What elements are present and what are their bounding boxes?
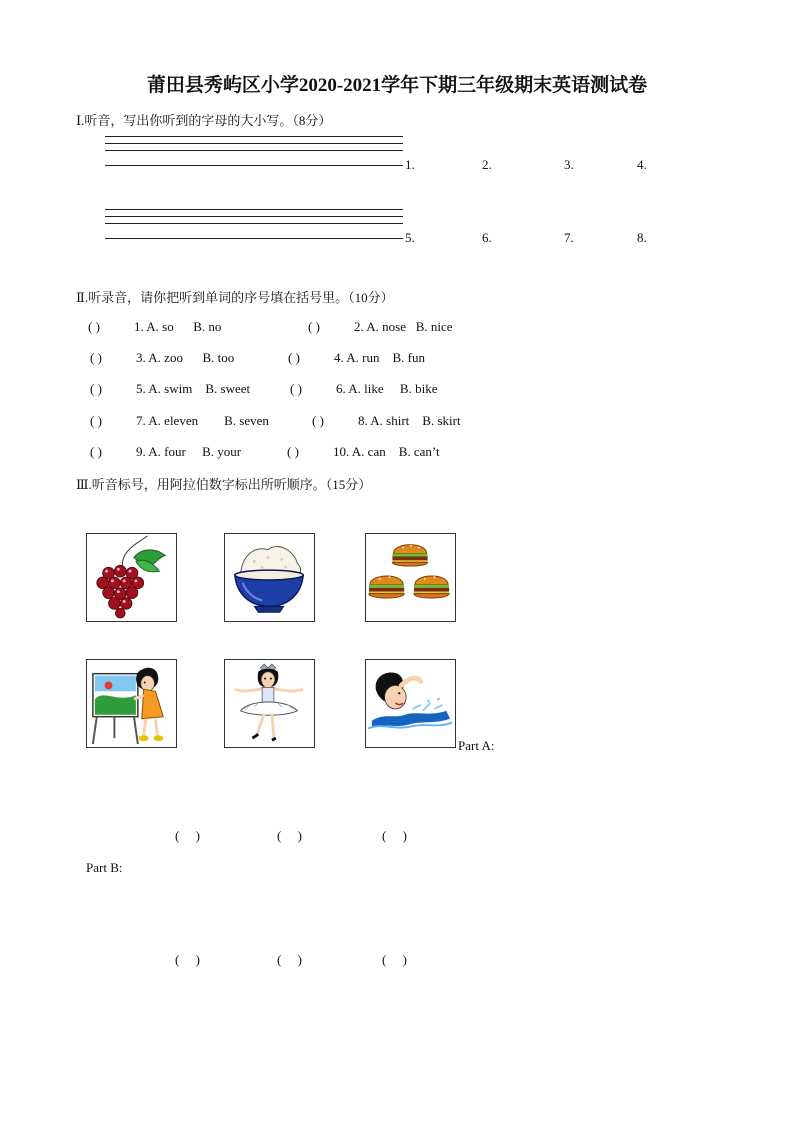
page-title: 莆田县秀屿区小学2020-2021学年下期三年级期末英语测试卷 xyxy=(146,75,648,96)
question-5: 5. A. swim B. sweet xyxy=(136,381,251,396)
row2-number-8: 8. xyxy=(637,230,647,245)
question-8: 8. A. shirt B. skirt xyxy=(358,413,461,428)
row2-number-6: 6. xyxy=(482,230,492,245)
answer-paren-4[interactable]: ( ) xyxy=(288,350,300,365)
question-2: 2. A. nose B. nice xyxy=(354,319,453,334)
part-b-paren-1[interactable]: ( ) xyxy=(175,952,200,967)
row1-number-1: 1. xyxy=(405,157,415,172)
answer-paren-10[interactable]: ( ) xyxy=(287,444,299,459)
row1-number-2: 2. xyxy=(482,157,492,172)
answer-paren-2[interactable]: ( ) xyxy=(308,319,320,334)
answer-paren-8[interactable]: ( ) xyxy=(312,413,324,428)
section1-heading: Ⅰ.听音，写出你听到的字母的大小写。（8分） xyxy=(76,113,332,128)
rice-bowl-icon xyxy=(224,533,315,622)
row2-number-5: 5. xyxy=(405,230,415,245)
part-a-label: Part A: xyxy=(458,738,495,753)
question-4: 4. A. run B. fun xyxy=(334,350,425,365)
part-a-paren-1[interactable]: ( ) xyxy=(175,828,200,843)
hamburgers-icon xyxy=(365,533,456,622)
answer-paren-9[interactable]: ( ) xyxy=(90,444,102,459)
ballet-dancer-icon xyxy=(224,659,315,748)
swimmer-icon xyxy=(365,659,456,748)
answer-paren-3[interactable]: ( ) xyxy=(90,350,102,365)
section3-heading: Ⅲ.听音标号，用阿拉伯数字标出所听顺序。（15分） xyxy=(76,477,372,492)
answer-paren-1[interactable]: ( ) xyxy=(88,319,100,334)
answer-paren-5[interactable]: ( ) xyxy=(90,381,102,396)
answer-paren-7[interactable]: ( ) xyxy=(90,413,102,428)
section2-heading: Ⅱ.听录音，请你把听到单词的序号填在括号里。（10分） xyxy=(76,290,394,305)
girl-painting-icon xyxy=(86,659,177,748)
question-9: 9. A. four B. your xyxy=(136,444,242,459)
writing-lines-row1 xyxy=(105,136,403,170)
question-6: 6. A. like B. bike xyxy=(336,381,438,396)
grapes-icon xyxy=(86,533,177,622)
row1-number-3: 3. xyxy=(564,157,574,172)
row2-number-7: 7. xyxy=(564,230,574,245)
question-10: 10. A. can B. can’t xyxy=(333,444,440,459)
part-a-paren-3[interactable]: ( ) xyxy=(382,828,407,843)
answer-paren-6[interactable]: ( ) xyxy=(290,381,302,396)
part-a-paren-2[interactable]: ( ) xyxy=(277,828,302,843)
question-1: 1. A. so B. no xyxy=(134,319,222,334)
writing-lines-row2 xyxy=(105,209,403,243)
row1-number-4: 4. xyxy=(637,157,647,172)
part-b-paren-3[interactable]: ( ) xyxy=(382,952,407,967)
part-b-label: Part B: xyxy=(86,860,123,875)
part-b-paren-2[interactable]: ( ) xyxy=(277,952,302,967)
question-3: 3. A. zoo B. too xyxy=(136,350,235,365)
question-7: 7. A. eleven B. seven xyxy=(136,413,269,428)
